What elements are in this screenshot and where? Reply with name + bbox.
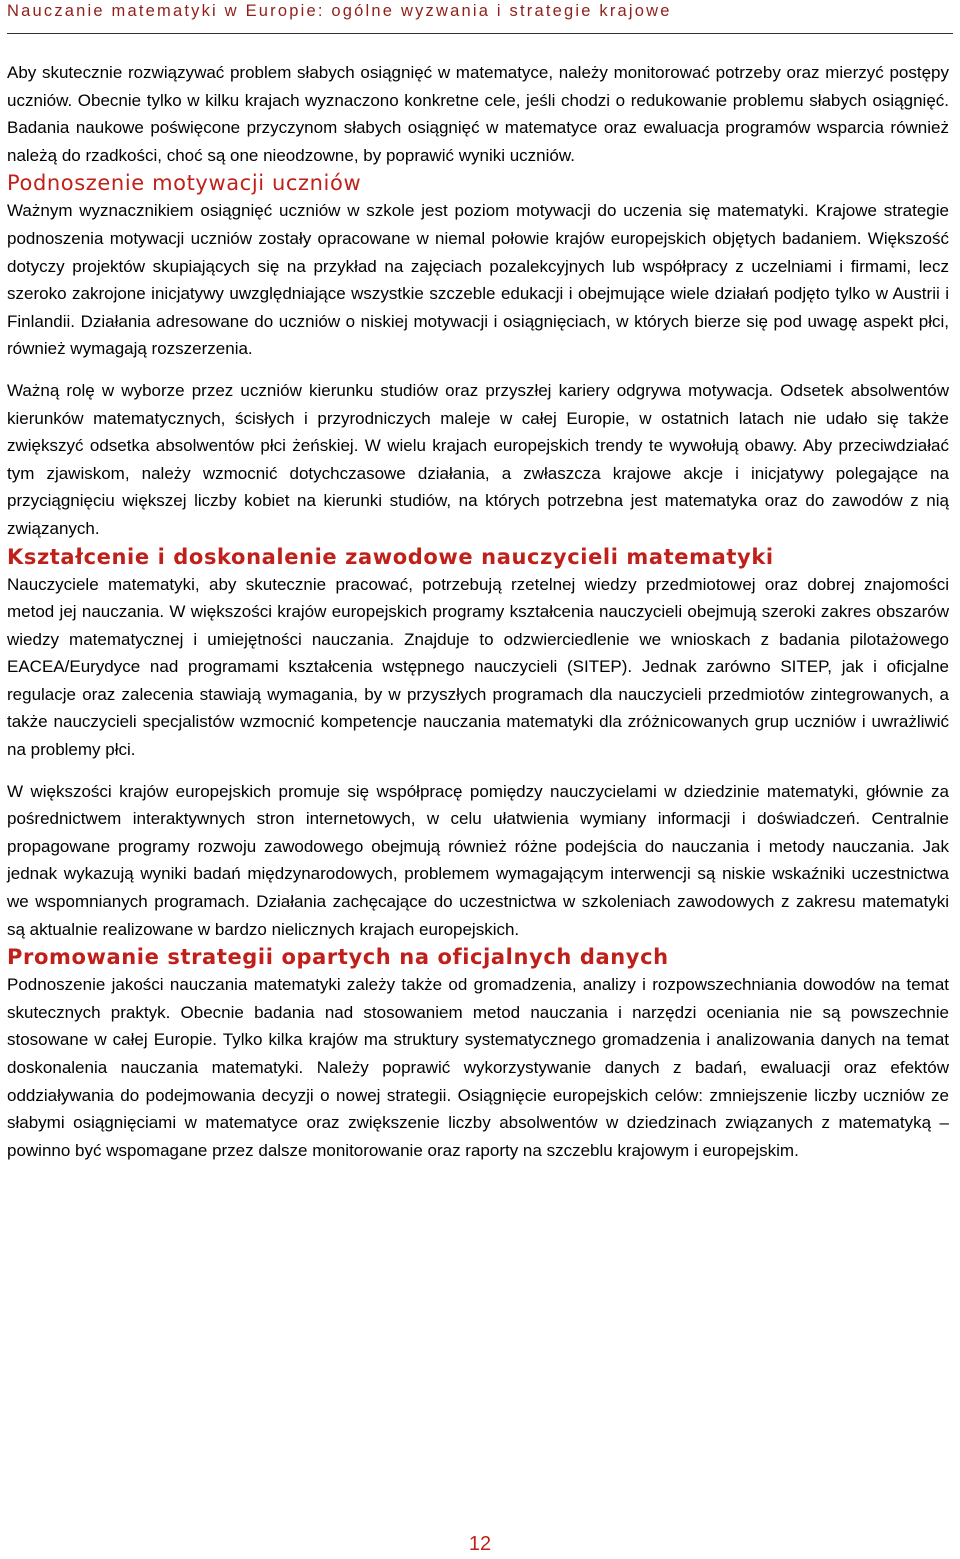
section-heading-evidence-policy: Promowanie strategii opartych na oficjalnych danych: [7, 945, 669, 970]
document-body: [7, 59, 949, 1164]
running-header-title: Nauczanie matematyki w Europie: ogólne wyzwania i strategie krajowe: [7, 2, 672, 20]
evidence-policy-paragraph-1: Podnoszenie jakości nauczania matematyki zależy także od gromadzenia, analizy i rozpowszechniania dowodów na temat skutecznych praktyk. Obecnie badania nad stosowaniem metod nauczania i narzędzi oceniania nie są powszechnie stosowane w całej Europie. Tylko kilka krajów ma struktury systematycznego gromadzenia i analizowania danych na temat doskonalenia nauczania matematyki. Należy poprawić wykorzystywanie danych z badań, ewaluacji oraz efektów oddziaływania do podejmowania decyzji o nowej strategii. Osiągnięcie europejskich celów: zmniejszenie liczby uczniów ze słabymi osiągnięciami w matematyce oraz zwiększenie liczby absolwentów w dziedzinach związanych z matematyką – powinno być wspomagane przez dalsze monitorowanie oraz raporty na szczeblu krajowym i europejskim.: [7, 975, 949, 1160]
running-header: [7, 0, 953, 28]
teacher-education-paragraph-2: W większości krajów europejskich promuje się współpracę pomiędzy nauczycielami w dziedzinie matematyki, głównie za pośrednictwem interaktywnych stron internetowych, w celu ułatwienia wymiany informacji i doświadczeń. Centralnie propagowane programy rozwoju zawodowego obejmują również różne podejścia do nauczania i metody nauczania. Jak jednak wykazują wyniki badań międzynarodowych, problemem wymagającym interwencji są niskie wskaźniki uczestnictwa we wspomnianych programach. Działania zachęcające do uczestnictwa w szkoleniach zawodowych z zakresu matematyki są aktualnie realizowane w bardzo nielicznych krajach europejskich.: [7, 781, 949, 939]
motivation-paragraph-1: Ważnym wyznacznikiem osiągnięć uczniów w szkole jest poziom motywacji do uczenia się matematyki. Krajowe strategie podnoszenia motywacji uczniów zostały opracowane w niemal połowie krajów europejskich objętych badaniem. Większość dotyczy projektów skupiających się na przykład na zajęciach pozalekcyjnych lub współpracy z uczelniami i firmami, lecz szeroko zakrojone inicjatywy uwzględniające wszystkie szczeble edukacji i obejmujące wiele działań podjęto tylko w Austrii i Finlandii. Działania adresowane do uczniów o niskiej motywacji i osiągnięciach, w których bierze się pod uwagę aspekt płci, również wymagają rozszerzenia.: [7, 201, 949, 359]
page-number: 12: [468, 1533, 492, 1555]
intro-paragraph: Aby skutecznie rozwiązywać problem słabych osiągnięć w matematyce, należy monitorować potrzeby oraz mierzyć postępy uczniów. Obecnie tylko w kilku krajach wyznaczono konkretne cele, jeśli chodzi o redukowanie problemu słabych osiągnięć. Badania naukowe poświęcone przyczynom słabych osiągnięć w matematyce oraz ewaluacja programów wsparcia również należą do rzadkości, choć są one nieodzowne, by poprawić wyniki uczniów.: [7, 63, 949, 165]
section-heading-teacher-education: Kształcenie i doskonalenie zawodowe nauczycieli matematyki: [7, 544, 774, 569]
header-divider: [7, 33, 953, 34]
section-heading-motivation: Podnoszenie motywacji uczniów: [7, 171, 362, 196]
motivation-paragraph-2: Ważną rolę w wyborze przez uczniów kierunku studiów oraz przyszłej kariery odgrywa motywacja. Odsetek absolwentów kierunków matematycznych, ścisłych i przyrodniczych maleje w całej Europie, w ostatnich latach nie udało się także zwiększyć odsetka absolwentów płci żeńskiej. W wielu krajach europejskich trendy te wywołują obawy. Aby przeciwdziałać tym zjawiskom, należy wzmocnić dotychczasowe działania, a zwłaszcza krajowe akcje i inicjatywy polegające na przyciągnięciu większej liczby kobiet na kierunki studiów, na których potrzebna jest matematyka oraz do zawodów z nią związanych.: [7, 380, 949, 538]
teacher-education-paragraph-1: Nauczyciele matematyki, aby skutecznie pracować, potrzebują rzetelnej wiedzy przedmiotowej oraz dobrej znajomości metod jej nauczania. W większości krajów europejskich programy kształcenia nauczycieli obejmują szeroki zakres obszarów wiedzy matematycznej i umiejętności nauczania. Znajduje to odzwierciedlenie we wnioskach z badania pilotażowego EACEA/Eurydyce nad programami kształcenia wstępnego nauczycieli (SITEP). Jednak zarówno SITEP, jak i oficjalne regulacje oraz zalecenia stawiają wymagania, by w przyszłych programach dla nauczycieli przedmiotów zintegrowanych, a także nauczycieli specjalistów wzmocnić kompetencje nauczania matematyki dla zróżnicowanych grup uczniów i uwrażliwić na problemy płci.: [7, 574, 949, 760]
